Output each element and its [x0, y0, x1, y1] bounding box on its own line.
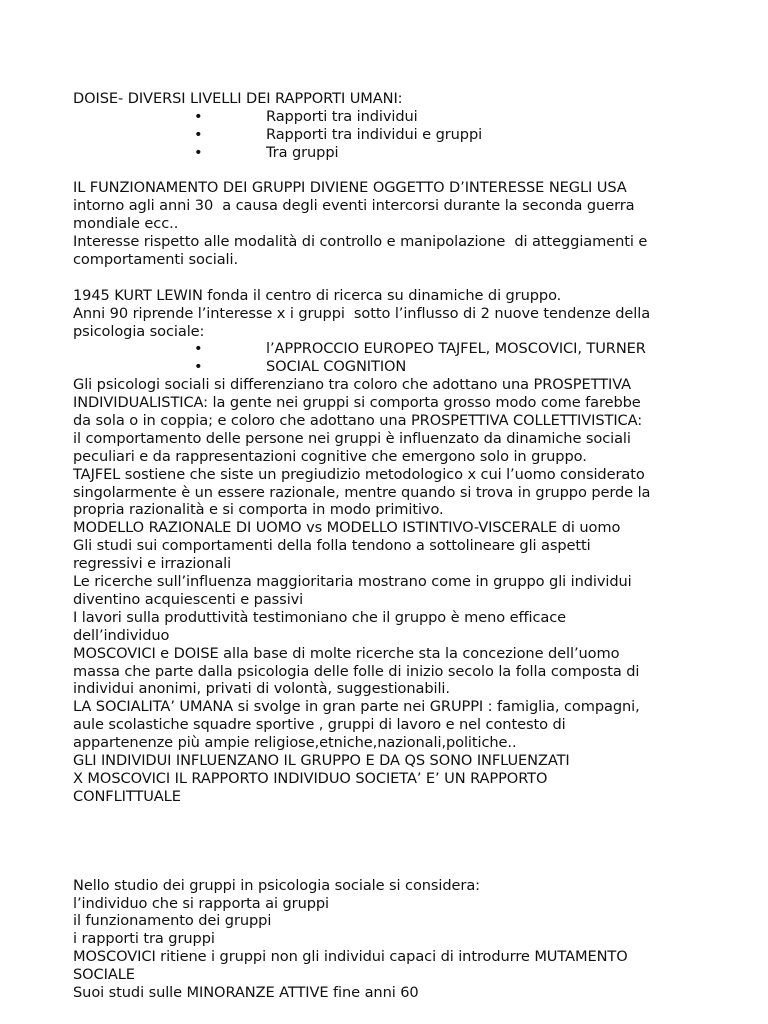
text-line: 1945 KURT LEWIN fonda il centro di ricerca su dinamiche di gruppo.	[73, 286, 562, 304]
bullet-icon: •	[194, 107, 203, 125]
bullet-item	[73, 108, 703, 126]
bullet-item	[73, 340, 703, 358]
heading-doise: DOISE- DIVERSI LIVELLI DEI RAPPORTI UMANI:	[73, 90, 403, 107]
text-line: GLI INDIVIDUI INFLUENZANO IL GRUPPO E DA QS SONO INFLUENZATI	[73, 751, 570, 769]
bullet-item	[73, 126, 703, 144]
text-line: individui anonimi, privati di volontà, suggestionabili.	[73, 680, 450, 698]
text-line: singolarmente è un essere razionale, mentre quando si trova in gruppo perde la	[73, 483, 651, 501]
bullet-icon: •	[194, 340, 203, 358]
text-line: SOCIALE	[73, 966, 135, 984]
text-line: Suoi studi sulle MINORANZE ATTIVE fine anni 60	[73, 983, 419, 1001]
bullet-icon: •	[194, 143, 203, 161]
text-line: diventino acquiescenti e passivi	[73, 590, 304, 608]
bullet-text: l’APPROCCIO EUROPEO TAJFEL, MOSCOVICI, TURNER	[266, 340, 646, 358]
text-line: appartenenze più ampie religiose,etniche,nazionali,politiche..	[73, 734, 517, 752]
text-line: i rapporti tra gruppi	[73, 930, 215, 948]
text-line: Nello studio dei gruppi in psicologia sociale si considera:	[73, 876, 480, 894]
text-line: peculiari e da rappresentazioni cognitive che emergono solo in gruppo.	[73, 447, 587, 465]
text-line: MOSCOVICI e DOISE alla base di molte ricerche sta la concezione dell’uomo	[73, 644, 620, 662]
text-line: massa che parte dalla psicologia delle folle di inizio secolo la folla composta di	[73, 662, 640, 680]
text-line: Gli studi sui comportamenti della folla tendono a sottolineare gli aspetti	[73, 537, 591, 555]
blank-space	[73, 806, 703, 877]
bullet-icon: •	[194, 358, 203, 376]
bullet-text: Tra gruppi	[266, 143, 339, 161]
text-line: il comportamento delle persone nei gruppi è influenzato da dinamiche sociali	[73, 429, 631, 447]
text-line: CONFLITTUALE	[73, 787, 181, 805]
text-line: TAJFEL sostiene che siste un pregiudizio metodologico x cui l’uomo considerato	[73, 465, 645, 483]
document-text	[73, 90, 703, 1002]
bullet-item	[73, 358, 703, 376]
bullet-text: Rapporti tra individui e gruppi	[266, 125, 483, 143]
text-line: il funzionamento dei gruppi	[73, 912, 272, 930]
text-line: l’individuo che si rapporta ai gruppi	[73, 894, 330, 912]
text-line: X MOSCOVICI IL RAPPORTO INDIVIDUO SOCIETA’ E’ UN RAPPORTO	[73, 769, 548, 787]
text-line: intorno agli anni 30 a causa degli eventi intercorsi durante la seconda guerra	[73, 197, 635, 215]
text-line: psicologia sociale:	[73, 322, 205, 340]
bullet-icon: •	[194, 125, 203, 143]
text-line: da sola o in coppia; e coloro che adottano una PROSPETTIVA COLLETTIVISTICA:	[73, 412, 643, 430]
text-line: Le ricerche sull’influenza maggioritaria mostrano come in gruppo gli individui	[73, 573, 632, 591]
text-line: Interesse rispetto alle modalità di controllo e manipolazione di atteggiamenti e	[73, 233, 648, 251]
bullet-item	[73, 144, 703, 162]
bullet-text: SOCIAL COGNITION	[266, 358, 407, 376]
bullet-text: Rapporti tra individui	[266, 107, 418, 125]
text-line: INDIVIDUALISTICA: la gente nei gruppi si comporta grosso modo come farebbe	[73, 394, 641, 412]
text-line: mondiale ecc..	[73, 215, 179, 233]
text-line: MODELLO RAZIONALE DI UOMO vs MODELLO ISTINTIVO-VISCERALE di uomo	[73, 519, 621, 537]
text-line: LA SOCIALITA’ UMANA si svolge in gran parte nei GRUPPI : famiglia, compagni,	[73, 698, 640, 716]
text-line: dell’individuo	[73, 626, 170, 644]
text-line: IL FUNZIONAMENTO DEI GRUPPI DIVIENE OGGETTO D’INTERESSE NEGLI USA	[73, 179, 627, 197]
text-line: propria razionalità e si comporta in modo primitivo.	[73, 501, 444, 519]
blank-line	[73, 162, 703, 180]
text-line: Gli psicologi sociali si differenziano tra coloro che adottano una PROSPETTIVA	[73, 376, 632, 394]
text-line: comportamenti sociali.	[73, 251, 238, 269]
blank-line	[73, 269, 703, 287]
text-line: Anni 90 riprende l’interesse x i gruppi sotto l’influsso di 2 nuove tendenze della	[73, 304, 651, 322]
text-line: MOSCOVICI ritiene i gruppi non gli individui capaci di introdurre MUTAMENTO	[73, 948, 628, 966]
text-line: aule scolastiche squadre sportive , gruppi di lavoro e nel contesto di	[73, 716, 566, 734]
text-line: I lavori sulla produttività testimoniano che il gruppo è meno efficace	[73, 608, 567, 626]
text-line: regressivi e irrazionali	[73, 555, 232, 573]
